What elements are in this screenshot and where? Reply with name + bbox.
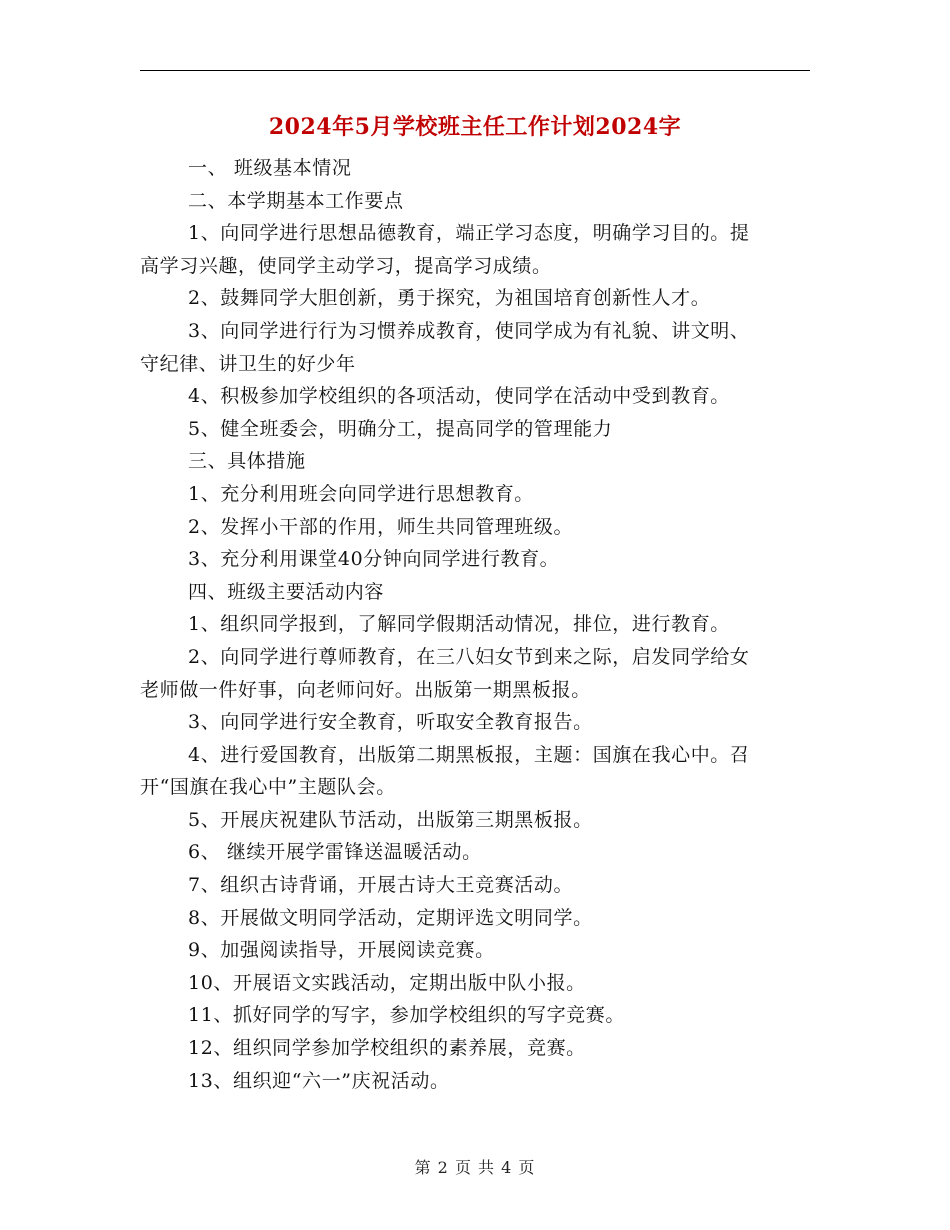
paragraph-line: 3、充分利用课堂40分钟向同学进行教育。 (188, 548, 560, 571)
paragraph-line: 2、向同学进行尊师教育，在三八妇女节到来之际，启发同学给女 (188, 645, 750, 668)
paragraph-line: 10、开展语文实践活动，定期出版中队小报。 (188, 971, 586, 994)
paragraph-line: 12、组织同学参加学校组织的素养展，竞赛。 (188, 1037, 586, 1060)
paragraph-line: 5、开展庆祝建队节活动，出版第三期黑板报。 (188, 808, 593, 831)
paragraph-line: 11、抓好同学的写字，参加学校组织的写字竞赛。 (188, 1004, 625, 1027)
document-title: 2024年5月学校班主任工作计划2024字 (268, 114, 682, 140)
paragraph-line: 高学习兴趣，使同学主动学习，提高学习成绩。 (140, 254, 552, 277)
paragraph-line: 3、向同学进行行为习惯养成教育，使同学成为有礼貌、讲文明、 (188, 319, 750, 342)
paragraph-line: 1、组织同学报到，了解同学假期活动情况，排位，进行教育。 (188, 613, 730, 636)
paragraph-line: 3、向同学进行安全教育，听取安全教育报告。 (188, 711, 593, 734)
paragraph-line: 守纪律、讲卫生的好少年 (140, 352, 356, 375)
paragraph-line: 5、健全班委会，明确分工，提高同学的管理能力 (188, 417, 613, 440)
paragraph-line: 6、 继续开展学雷锋送温暖活动。 (188, 841, 482, 864)
paragraph-line: 4、积极参加学校组织的各项活动，使同学在活动中受到教育。 (188, 385, 730, 408)
paragraph-line: 三、具体措施 (188, 450, 306, 473)
paragraph-line: 1、充分利用班会向同学进行思想教育。 (188, 482, 534, 505)
paragraph-line: 13、组织迎“六一”庆祝活动。 (188, 1069, 450, 1092)
paragraph-line: 老师做一件好事，向老师问好。出版第一期黑板报。 (140, 678, 591, 701)
paragraph-line: 1、向同学进行思想品德教育，端正学习态度，明确学习目的。提 (188, 222, 750, 245)
header-rule (140, 70, 810, 71)
page-number: 第 2 页 共 4 页 (414, 1158, 536, 1177)
paragraph-line: 2、鼓舞同学大胆创新，勇于探究，为祖国培育创新性人才。 (188, 287, 711, 310)
paragraph-line: 4、进行爱国教育，出版第二期黑板报，主题：国旗在我心中。召 (188, 743, 750, 766)
paragraph-line: 2、发挥小干部的作用，师生共同管理班级。 (188, 515, 574, 538)
document-body (140, 152, 810, 1097)
paragraph-line: 7、组织古诗背诵，开展古诗大王竞赛活动。 (188, 874, 574, 897)
paragraph-line: 开“国旗在我心中”主题队会。 (140, 776, 396, 799)
paragraph-line: 9、加强阅读指导，开展阅读竞赛。 (188, 939, 495, 962)
paragraph-line: 8、开展做文明同学活动，定期评选文明同学。 (188, 906, 593, 929)
paragraph-line: 一、 班级基本情况 (188, 157, 352, 179)
paragraph-line: 二、本学期基本工作要点 (188, 189, 404, 212)
paragraph-line: 四、班级主要活动内容 (188, 580, 385, 603)
